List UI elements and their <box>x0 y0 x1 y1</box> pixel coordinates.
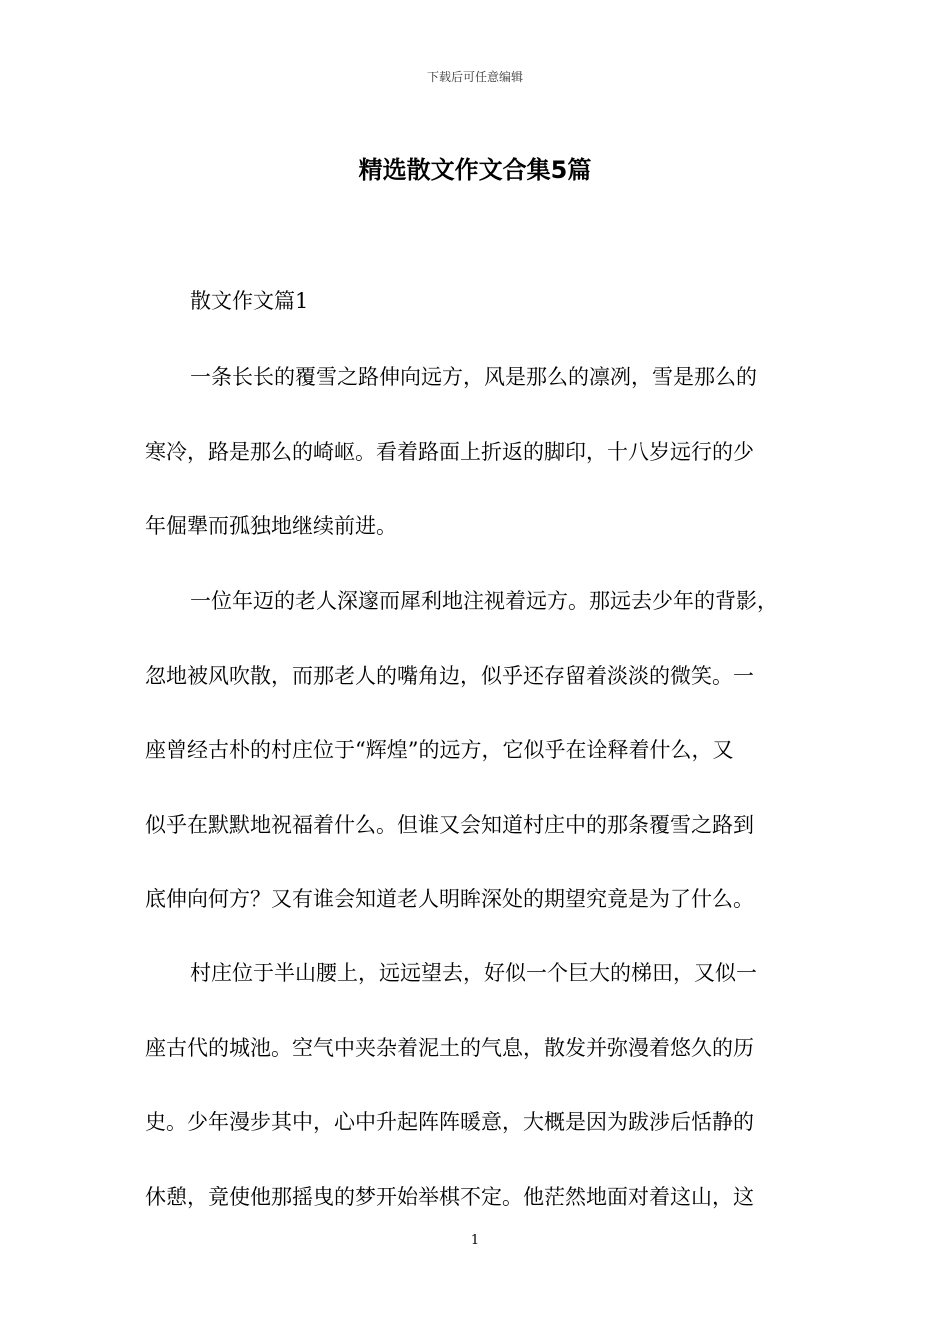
paragraph-1-line-3: 年倔犟而孤独地继续前进。 <box>145 514 397 538</box>
paragraph-3-line-3: 史。少年漫步其中，心中升起阵阵暖意，大概是因为跋涉后恬静的 <box>145 1110 754 1134</box>
paragraph-3-line-1: 村庄位于半山腰上，远远望去，好似一个巨大的梯田，又似一 <box>190 961 757 985</box>
paragraph-3-line-4: 休憩，竟使他那摇曳的梦开始举棋不定。他茫然地面对着这山，这 <box>145 1185 754 1209</box>
header-note: 下载后可任意编辑 <box>426 70 523 84</box>
page-number: 1 <box>470 1233 480 1248</box>
paragraph-2-line-3: 座曾经古朴的村庄位于“辉煌”的远方，它似乎在诠释着什么，又 <box>145 738 734 762</box>
paragraph-2-line-1: 一位年迈的老人深邃而犀利地注视着远方。那远去少年的背影， <box>190 589 778 613</box>
document-title: 精选散文作文合集5篇 <box>358 156 592 184</box>
paragraph-2-line-4: 似乎在默默地祝福着什么。但谁又会知道村庄中的那条覆雪之路到 <box>145 813 754 837</box>
paragraph-2-line-2: 忽地被风吹散，而那老人的嘴角边，似乎还存留着淡淡的微笑。一 <box>145 664 754 688</box>
paragraph-3-line-2: 座古代的城池。空气中夹杂着泥土的气息，散发并弥漫着悠久的历 <box>145 1036 754 1060</box>
paragraph-2-line-5: 底伸向何方？又有谁会知道老人明眸深处的期望究竟是为了什么。 <box>145 887 754 911</box>
paragraph-1-line-1: 一条长长的覆雪之路伸向远方，风是那么的凛冽，雪是那么的 <box>190 365 757 389</box>
section-heading: 散文作文篇1 <box>190 289 309 313</box>
paragraph-1-line-2: 寒冷，路是那么的崎岖。看着路面上折返的脚印，十八岁远行的少 <box>145 440 754 464</box>
